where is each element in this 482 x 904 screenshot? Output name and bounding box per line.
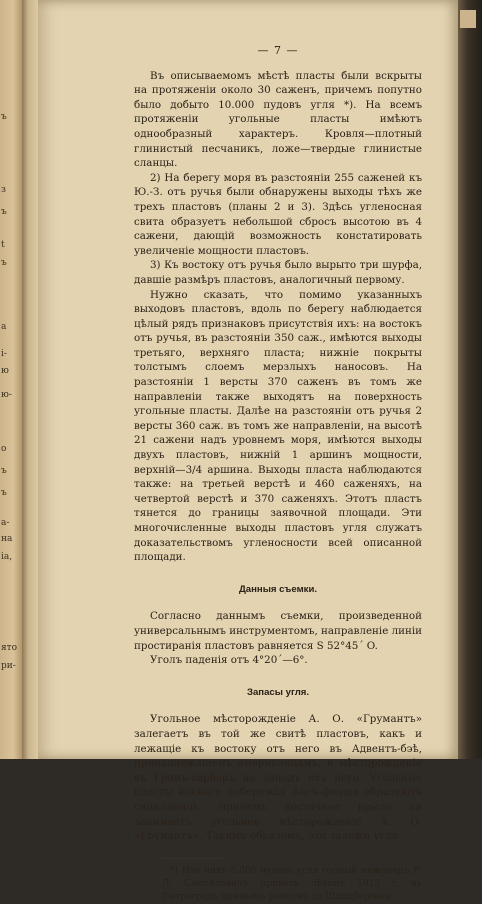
page-edge-shadow bbox=[458, 0, 482, 759]
book-gutter bbox=[22, 0, 38, 759]
section-heading-survey: Данныя съемки. bbox=[238, 583, 318, 595]
facing-page-fragment: ъ bbox=[1, 112, 7, 122]
facing-page-fragment: ю bbox=[1, 366, 9, 376]
facing-page-fragment: ъ bbox=[1, 488, 7, 498]
facing-page-fragment: ю- bbox=[1, 390, 12, 400]
page-content bbox=[134, 44, 422, 904]
facing-page-fragment: о bbox=[1, 444, 7, 454]
facing-page-fragment: а bbox=[1, 322, 7, 332]
section-heading-reserves: Запасы угля. bbox=[246, 686, 310, 698]
facing-page-fragment: t bbox=[1, 240, 5, 250]
facing-page-fragment: ia, bbox=[1, 552, 13, 562]
facing-page-fragment: ри- bbox=[1, 661, 16, 671]
footnote-divider bbox=[162, 858, 222, 859]
facing-page-fragment: ъ bbox=[1, 466, 7, 476]
page-tab bbox=[460, 10, 476, 28]
paragraph: Нужно сказать, что помимо указанныхъ выходовъ пластовъ, вдоль по берегу наблюдается цѣлый рядъ признаковъ присутствія ихъ: на востокъ отъ ручья, въ разстояніи 350 саж., имѣются выходы третьяго, верхняго пласта; нижніе покрыты толстымъ слоемъ мерзлыхъ наносовъ. На разстояніи 1 версты 370 саженъ въ томъ же направленіи также выходятъ на поверхность угольные пласты. Далѣе на разстояніи отъ ручья 2 версты 360 саж. въ томъ же направленіи, на высотѣ 21 сажени надъ уровнемъ моря, имѣются выходы двухъ пластовъ, нижній 1 аршинъ мощности, верхній—3/4 аршина. Выходы пласта наблюдаются также: на третьей верстѣ и 460 саженяхъ, на четвертой верстѣ и 370 саженяхъ. Этотъ пластъ тянется до границы заявочной площади. Эти многочисленные выходы пластовъ угля служатъ доказательствомъ угленосности всей описанной площади. bbox=[134, 288, 422, 564]
facing-page-fragment: а- bbox=[1, 518, 10, 528]
page-number: — 7 — bbox=[257, 44, 299, 57]
paragraph: Согласно даннымъ съемки, произведенной универсальнымъ инструментомъ, направленіе линіи простиранія пластовъ равняется S 52°45´ O. bbox=[134, 610, 422, 652]
paragraph: 2) На берегу моря въ разстояніи 255 саженей къ Ю.-З. отъ ручья были обнаружены выходы тѣхъ же трехъ пластовъ (планы 2 и 3). Здѣсь угленосная свита образуетъ небольшой сбросъ высотою въ 4 сажени, дающій возможность констатировать увеличеніе мощности пластовъ. bbox=[134, 171, 422, 257]
facing-page-fragment: ято bbox=[1, 643, 18, 653]
facing-page-fragment: на bbox=[1, 534, 13, 544]
paragraph: Уголъ паденія отъ 4°20´—6°. bbox=[150, 654, 308, 667]
facing-page-fragment: ъ bbox=[1, 258, 7, 268]
facing-page-fragment: ъ bbox=[1, 207, 7, 217]
facing-page-edge bbox=[0, 0, 22, 759]
paragraph: Въ описываемомъ мѣстѣ пласты были вскрыты на протяженіи около 30 саженъ, причемъ попутно было добыто 10.000 пудовъ угля *). На всемъ протяженіи угольные пласты имѣютъ однообразный характеръ. Кровля—плотный глинистый песчаникъ, ложе—твердые глинистые сланцы. bbox=[134, 69, 422, 170]
facing-page-fragment: з bbox=[1, 185, 6, 195]
paragraph: Угольное мѣсторожденіе А. О. «Грумантъ» залегаетъ въ той же свитѣ пластовъ, какъ и лежащіе къ востоку отъ него въ Адвентъ-бэѣ, принадлежащемъ американцамъ, и мѣсторожденіе въ Гринъ-харборъ на западъ отъ него. Угольные пласты южнаго побережья Айсъ-фіорда образуютъ синклиналь, причемъ восточное крыло ея занимаетъ угольное мѣсторожденіе А. О. «Грумантъ». Такимъ образомъ, эти залежи угля bbox=[134, 713, 422, 843]
footnote: *) Изъ нихъ 5.000 пудовъ угля горный инженеръ Р. Л. Самойловичъ привезъ лѣтомъ 1913 г. въ Петроградъ прямымъ рейсомъ со Шпицбергена. bbox=[162, 865, 422, 902]
paragraph: 3) Къ востоку отъ ручья было вырыто три шурфа, давшіе размѣръ пластовъ, аналогичный первому. bbox=[134, 259, 422, 286]
facing-page-fragment: і- bbox=[1, 349, 7, 359]
